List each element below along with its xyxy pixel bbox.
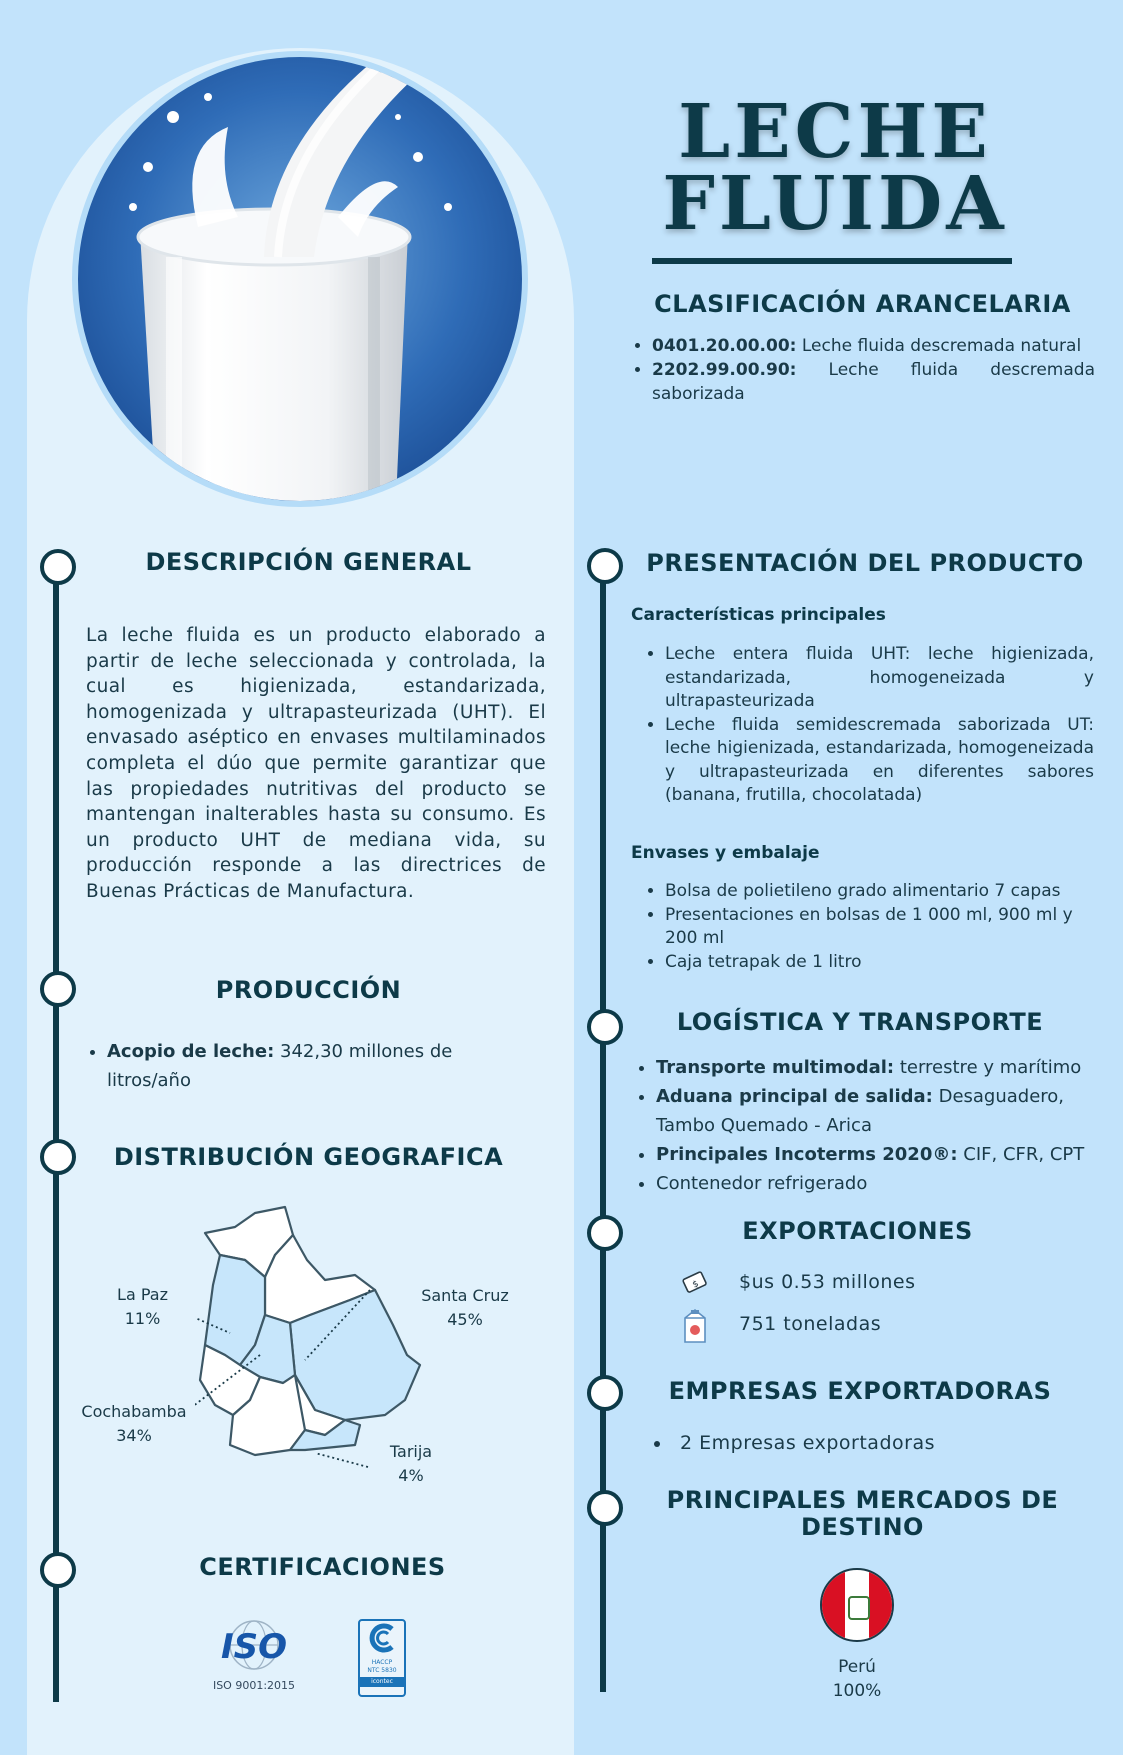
map-label-la-paz — [100, 1283, 185, 1331]
milk-glass-image — [72, 51, 528, 507]
title-line-1: LECHE — [678, 89, 992, 175]
caracteristicas-title: Características principales — [631, 605, 886, 625]
leader-tarija — [315, 1453, 368, 1467]
tariff-description: Leche fluida descremada saborizada — [652, 360, 1095, 404]
list-item: • Presentaciones en bolsas de 1 000 ml, 900 ml y 200 ml — [665, 904, 1094, 951]
certificaciones-heading: CERTIFICACIONES — [199, 1553, 446, 1581]
left-timeline — [53, 565, 59, 1702]
tariff-description: Leche fluida descremada natural — [796, 336, 1082, 356]
clasificacion-heading: CLASIFICACIÓN ARANCELARIA — [654, 290, 1071, 318]
clasificacion-list — [630, 334, 1095, 406]
logistica-text: Desaguadero, Tambo Quemado - Arica — [656, 1086, 1065, 1136]
timeline-node — [587, 1375, 623, 1411]
descripcion-heading: DESCRIPCIÓN GENERAL — [145, 548, 472, 576]
milk-carton-icon — [679, 1306, 711, 1344]
region-name: La Paz — [117, 1285, 168, 1304]
timeline-node — [40, 971, 76, 1007]
region-pct: 45% — [447, 1310, 483, 1329]
title-underline — [652, 258, 1012, 264]
country-name: Perú — [838, 1657, 876, 1677]
timeline-node — [40, 1139, 76, 1175]
haccp-line-3: icontec — [360, 1677, 404, 1687]
timeline-node — [587, 1009, 623, 1045]
list-item: • Contenedor refrigerado — [656, 1169, 1104, 1198]
list-item — [652, 334, 1095, 358]
logistica-text: terrestre y marítimo — [894, 1057, 1082, 1078]
mercados-heading — [640, 1487, 1085, 1541]
caracteristicas-list — [643, 643, 1094, 808]
tariff-code: 2202.99.00.90: — [652, 360, 797, 380]
export-value: $us 0.53 millones — [739, 1271, 916, 1293]
map-label-santa-cruz — [410, 1284, 520, 1332]
list-item: • Leche fluida semidescremada saborizada UT: leche higienizada, estandarizada, homogeneizada y ultrapasteurizada en diferentes sabores (banana, frutilla, chocolatada) — [665, 714, 1094, 808]
mercados-heading-line-1: PRINCIPALES MERCADOS DE — [666, 1486, 1059, 1514]
produccion-heading: PRODUCCIÓN — [215, 976, 402, 1004]
logistica-label: Transporte multimodal: — [656, 1057, 895, 1078]
list-item: • Caja tetrapak de 1 litro — [665, 951, 1094, 975]
svg-text:$: $ — [691, 1279, 701, 1291]
iso-wordmark: ISO — [220, 1627, 288, 1667]
list-item: • 2 Empresas exportadoras — [672, 1431, 1080, 1455]
region-pct: 11% — [124, 1309, 161, 1328]
iso-logo — [214, 1617, 294, 1697]
presentacion-heading: PRESENTACIÓN DEL PRODUCTO — [646, 549, 1084, 577]
list-item — [107, 1037, 505, 1095]
title-line-2: FLUIDA — [662, 161, 1008, 247]
map-label-cochabamba — [68, 1400, 200, 1448]
timeline-node — [587, 548, 623, 584]
logistica-label: Principales Incoterms 2020®: — [656, 1144, 958, 1165]
produccion-label: Acopio de leche: — [107, 1041, 275, 1062]
region-name: Tarija — [389, 1442, 433, 1461]
empresas-heading: EMPRESAS EXPORTADORAS — [668, 1377, 1052, 1405]
money-icon — [680, 1268, 710, 1298]
distribucion-heading: DISTRIBUCIÓN GEOGRAFICA — [113, 1143, 504, 1171]
logistica-list — [634, 1053, 1104, 1198]
tariff-code: 0401.20.00.00: — [652, 336, 797, 356]
envases-title: Envases y embalaje — [631, 843, 820, 863]
timeline-node — [587, 1490, 623, 1526]
region-name: Santa Cruz — [421, 1286, 509, 1305]
timeline-node — [40, 1552, 76, 1588]
country-pct: 100% — [832, 1681, 882, 1701]
list-item: • Bolsa de polietileno grado alimentario 7 capas — [665, 880, 1094, 904]
list-item — [652, 358, 1095, 406]
descripcion-text: La leche fluida es un producto elaborado a partir de leche seleccionada y controlada, la cual es higienizada, estandarizada, homogenizada y ultrapasteurizada (UHT). El envasado aséptico en envases multilaminados completa el dúo que permite garantizar que las propiedades nutritivas del producto se mantengan inalterables hasta su consumo. Es un producto UHT de mediana vida, su producción responde a las directrices de Buenas Prácticas de Manufactura. — [86, 625, 546, 902]
logistica-heading: LOGÍSTICA Y TRANSPORTE — [676, 1008, 1044, 1036]
list-item: • Leche entera fluida UHT: leche higienizada, estandarizada, homogeneizada y ultrapasteurizada — [665, 643, 1094, 714]
list-item — [656, 1082, 1104, 1140]
list-item — [656, 1140, 1104, 1169]
empresas-list — [650, 1431, 1080, 1455]
timeline-node — [40, 549, 76, 585]
region-pct: 4% — [398, 1466, 424, 1485]
timeline-node — [587, 1215, 623, 1251]
region-name: Cochabamba — [81, 1402, 187, 1421]
iso-caption: ISO 9001:2015 — [212, 1679, 296, 1692]
peru-flag-icon — [820, 1568, 894, 1642]
logistica-text: CIF, CFR, CPT — [957, 1144, 1085, 1165]
envases-list — [643, 880, 1094, 974]
exportaciones-heading: EXPORTACIONES — [742, 1217, 973, 1245]
mercados-heading-line-2: DESTINO — [801, 1513, 924, 1541]
haccp-line-2: NTC 5830 — [367, 1667, 397, 1674]
logistica-label: Aduana principal de salida: — [656, 1086, 933, 1107]
mercado-peru — [797, 1655, 917, 1703]
map-label-tarija — [376, 1440, 446, 1488]
produccion-value: 342,30 millones de litros/año — [107, 1041, 453, 1091]
list-item — [656, 1053, 1104, 1082]
export-volume: 751 toneladas — [739, 1313, 882, 1335]
haccp-line-1: HACCP — [371, 1659, 393, 1666]
produccion-list — [85, 1037, 505, 1095]
haccp-logo — [358, 1619, 406, 1697]
region-pct: 34% — [116, 1426, 152, 1445]
